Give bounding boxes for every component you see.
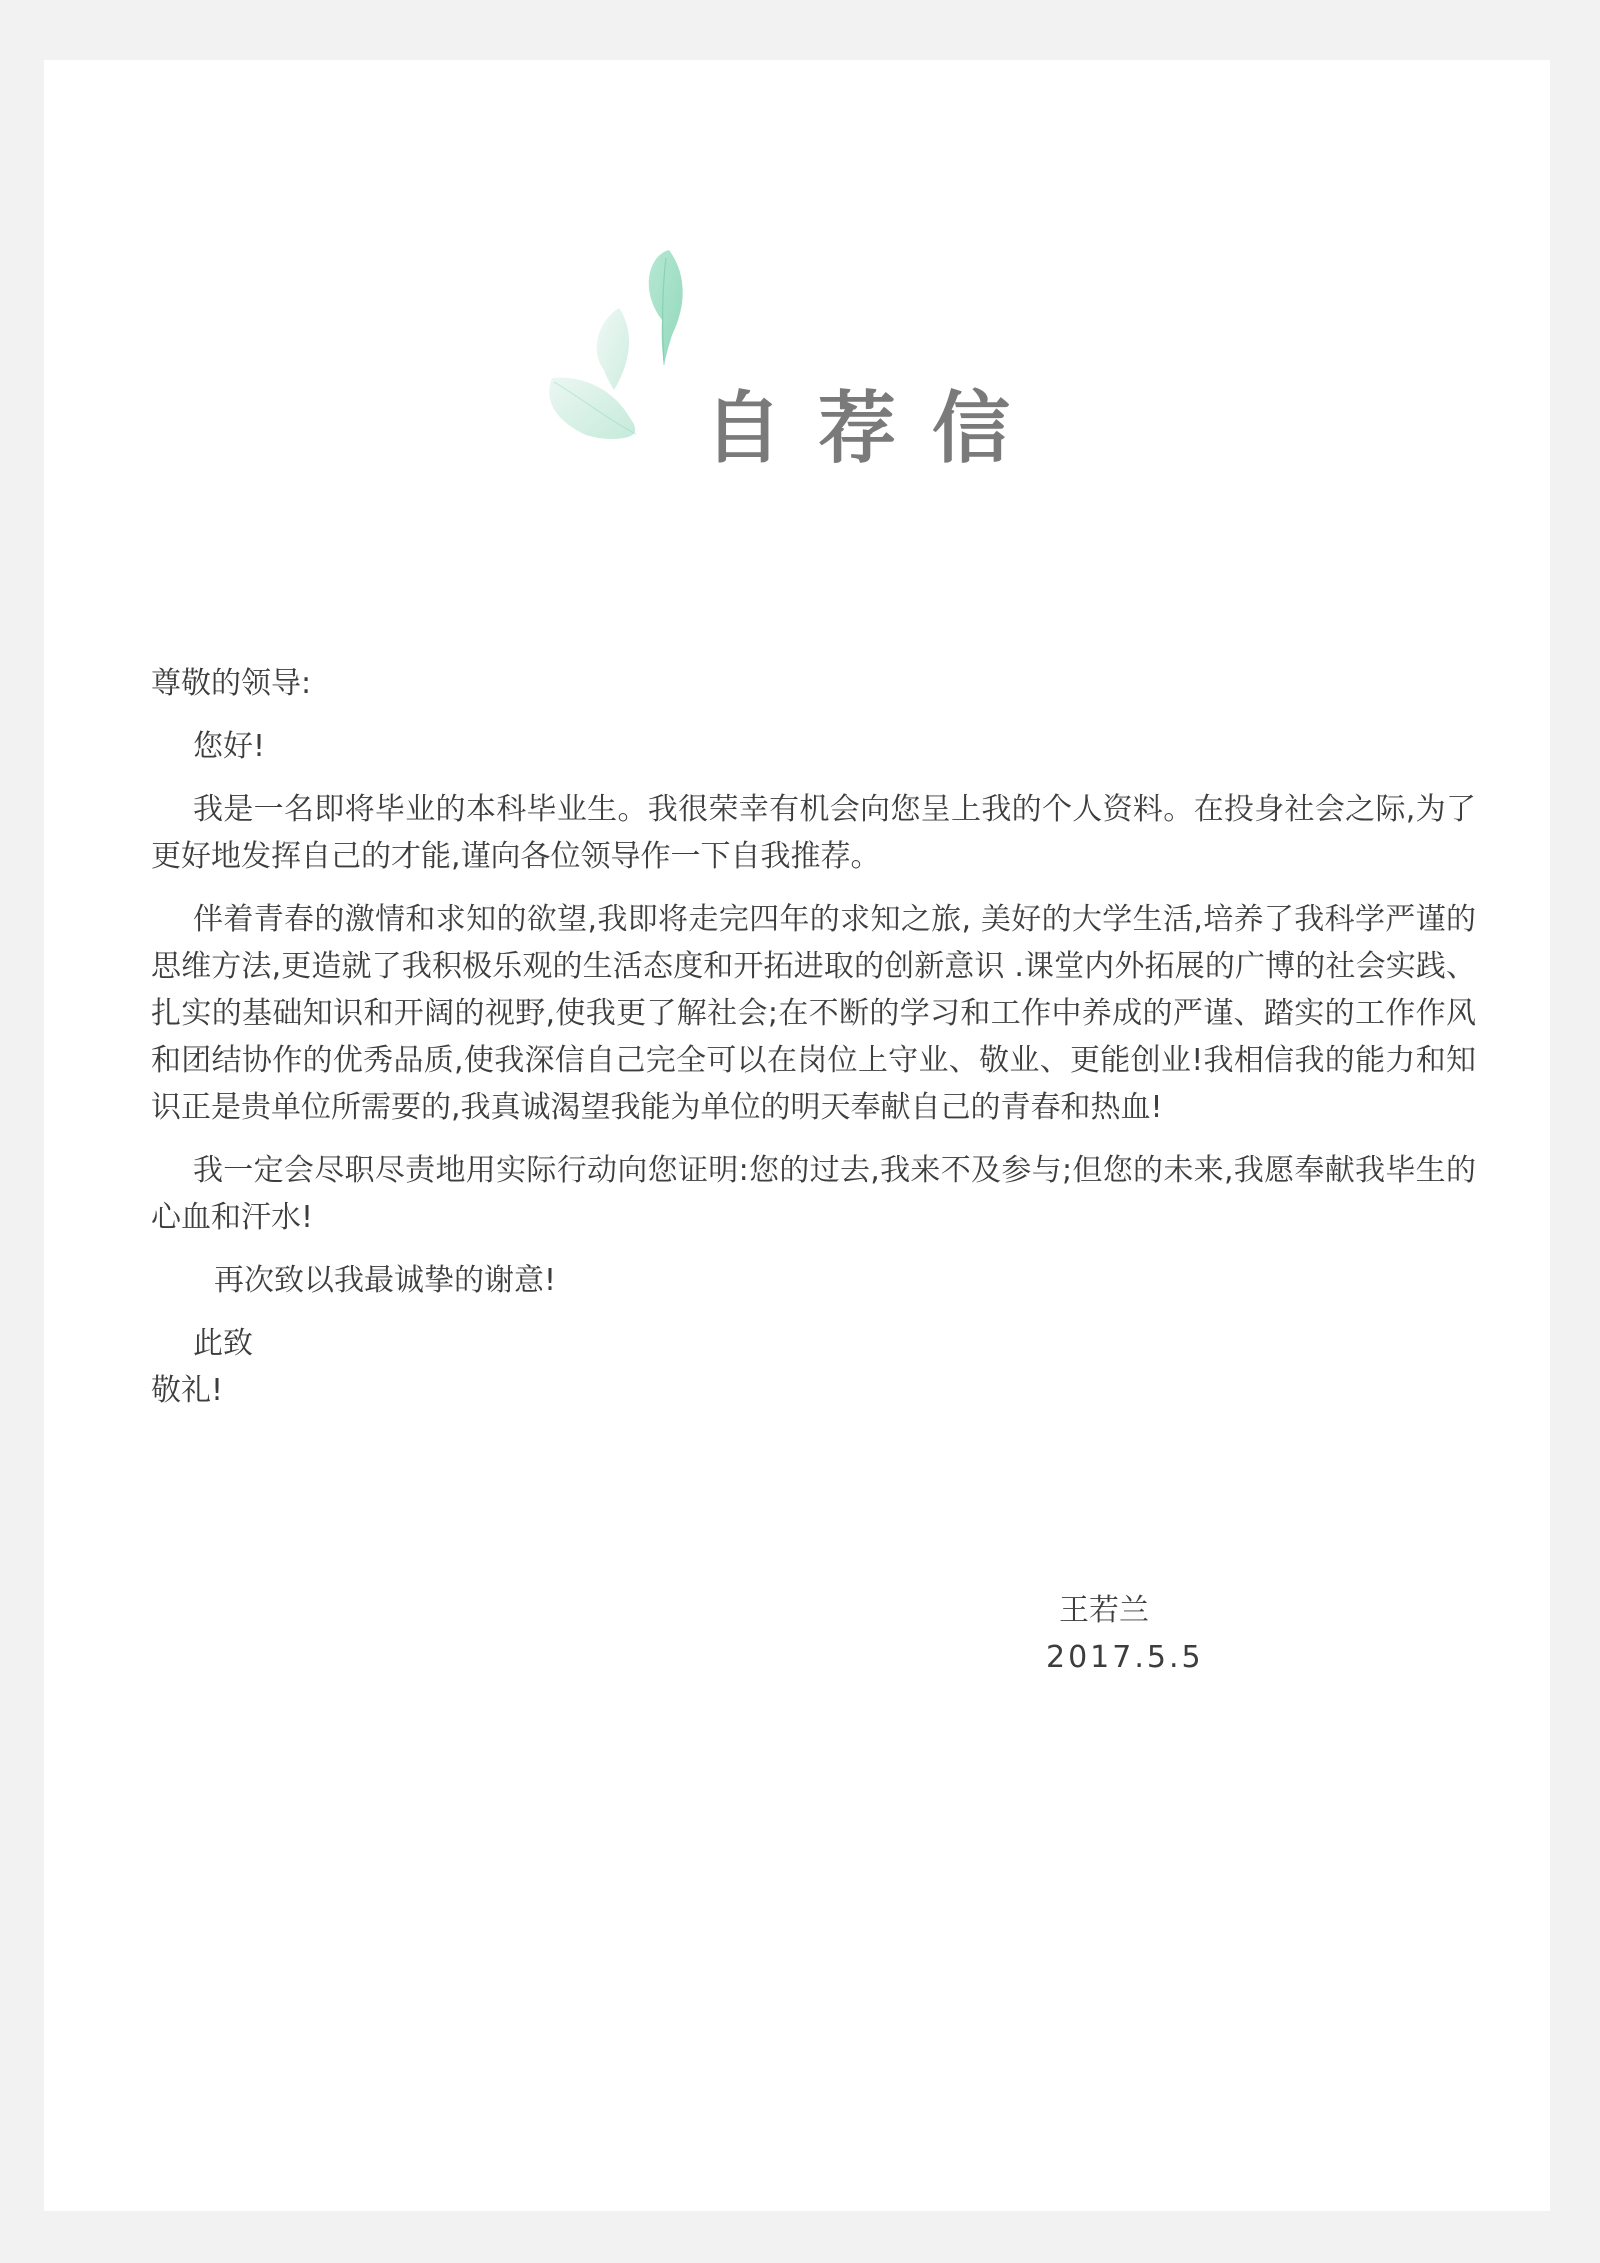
letter-page bbox=[44, 60, 1550, 2211]
title-area bbox=[544, 250, 1047, 500]
letter-date: 2017.5.5 bbox=[1046, 1640, 1204, 1675]
closing-line: 此致 bbox=[193, 1326, 253, 1361]
letter-body bbox=[151, 660, 1476, 1414]
paragraph: 伴着青春的激情和求知的欲望,我即将走完四年的求知之旅, 美好的大学生活,培养了我科学严谨的思维方法,更造就了我积极乐观的生活态度和开拓进取的创新意识 .课堂内外拓展的广博的社会实践、扎实的基础知识和开阔的视野,使我更了解社会;在不断的学习和工作中养成的严谨、踏实的工作作风和团结协作的优秀品质,使我深信自己完全可以在岗位上守业、敬业、更能创业!我相信我的能力和知识正是贵单位所需要的,我真诚渴望我能为单位的明天奉献自己的青春和热血! bbox=[151, 902, 1476, 1125]
paragraph: 我一定会尽职尽责地用实际行动向您证明:您的过去,我来不及参与;但您的未来,我愿奉献我毕生的心血和汗水! bbox=[151, 1153, 1476, 1235]
greeting: 您好! bbox=[193, 729, 266, 764]
watercolor-leaves-icon bbox=[544, 250, 724, 450]
paragraph: 我是一名即将毕业的本科毕业生。我很荣幸有机会向您呈上我的个人资料。在投身社会之际,为了更好地发挥自己的才能,谨向各位领导作一下自我推荐。 bbox=[151, 792, 1476, 874]
closing-regards: 敬礼! bbox=[151, 1373, 224, 1408]
page-title: 自荐信 bbox=[704, 384, 1047, 474]
salutation: 尊敬的领导: bbox=[151, 666, 312, 701]
thanks-line: 再次致以我最诚挚的谢意! bbox=[214, 1263, 557, 1298]
signature: 王若兰 bbox=[1059, 1593, 1149, 1628]
